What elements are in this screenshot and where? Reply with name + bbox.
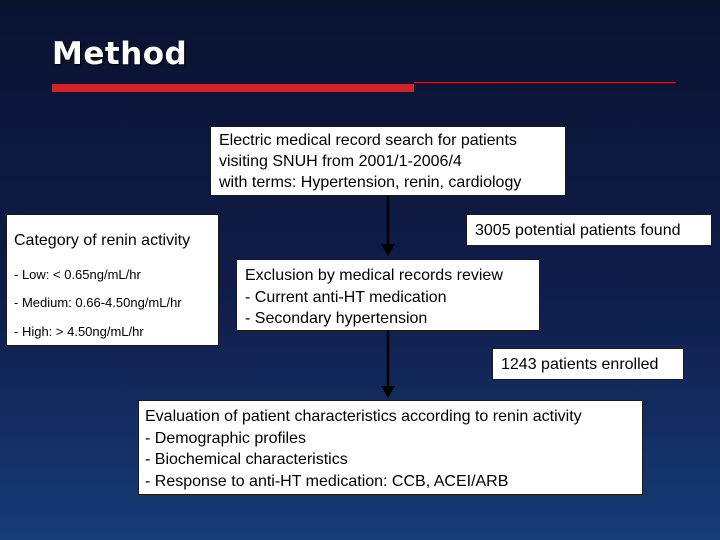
exclusion-line: Exclusion by medical records review [245,267,503,284]
exclusion-line: - Secondary hypertension [245,310,428,327]
category-item-high: - High: > 4.50ng/mL/hr [14,324,144,339]
enrolled-text: 1243 patients enrolled [501,356,659,373]
arrowhead [381,244,395,256]
category-item-medium: - Medium: 0.66-4.50ng/mL/hr [14,295,182,310]
potential-patients-text: 3005 potential patients found [475,222,681,239]
potential-patients-box [466,214,712,246]
evaluation-line: - Demographic profiles [145,429,306,447]
evaluation-line: - Response to anti-HT medication: CCB, ACEI/ARB [145,472,509,490]
exclusion-line: - Current anti-HT medication [245,288,447,306]
evaluation-line: - Biochemical characteristics [145,451,348,468]
search-criteria-box [210,126,566,196]
evaluation-line: Evaluation of patient characteristics according to renin activity [145,408,582,425]
evaluation-box [138,400,643,495]
enrolled-patients-box [492,348,684,380]
arrowhead [381,386,395,398]
category-title: Category of renin activity [14,232,191,249]
slide-title: Method [52,36,188,72]
renin-category-box [6,214,219,346]
search-line: visiting SNUH from 2001/1-2006/4 [219,153,462,170]
category-item-low: - Low: < 0.65ng/mL/hr [14,267,141,282]
exclusion-box [236,259,540,331]
search-line: with terms: Hypertension, renin, cardiology [219,174,522,191]
search-line: Electric medical record search for patients [219,132,517,149]
